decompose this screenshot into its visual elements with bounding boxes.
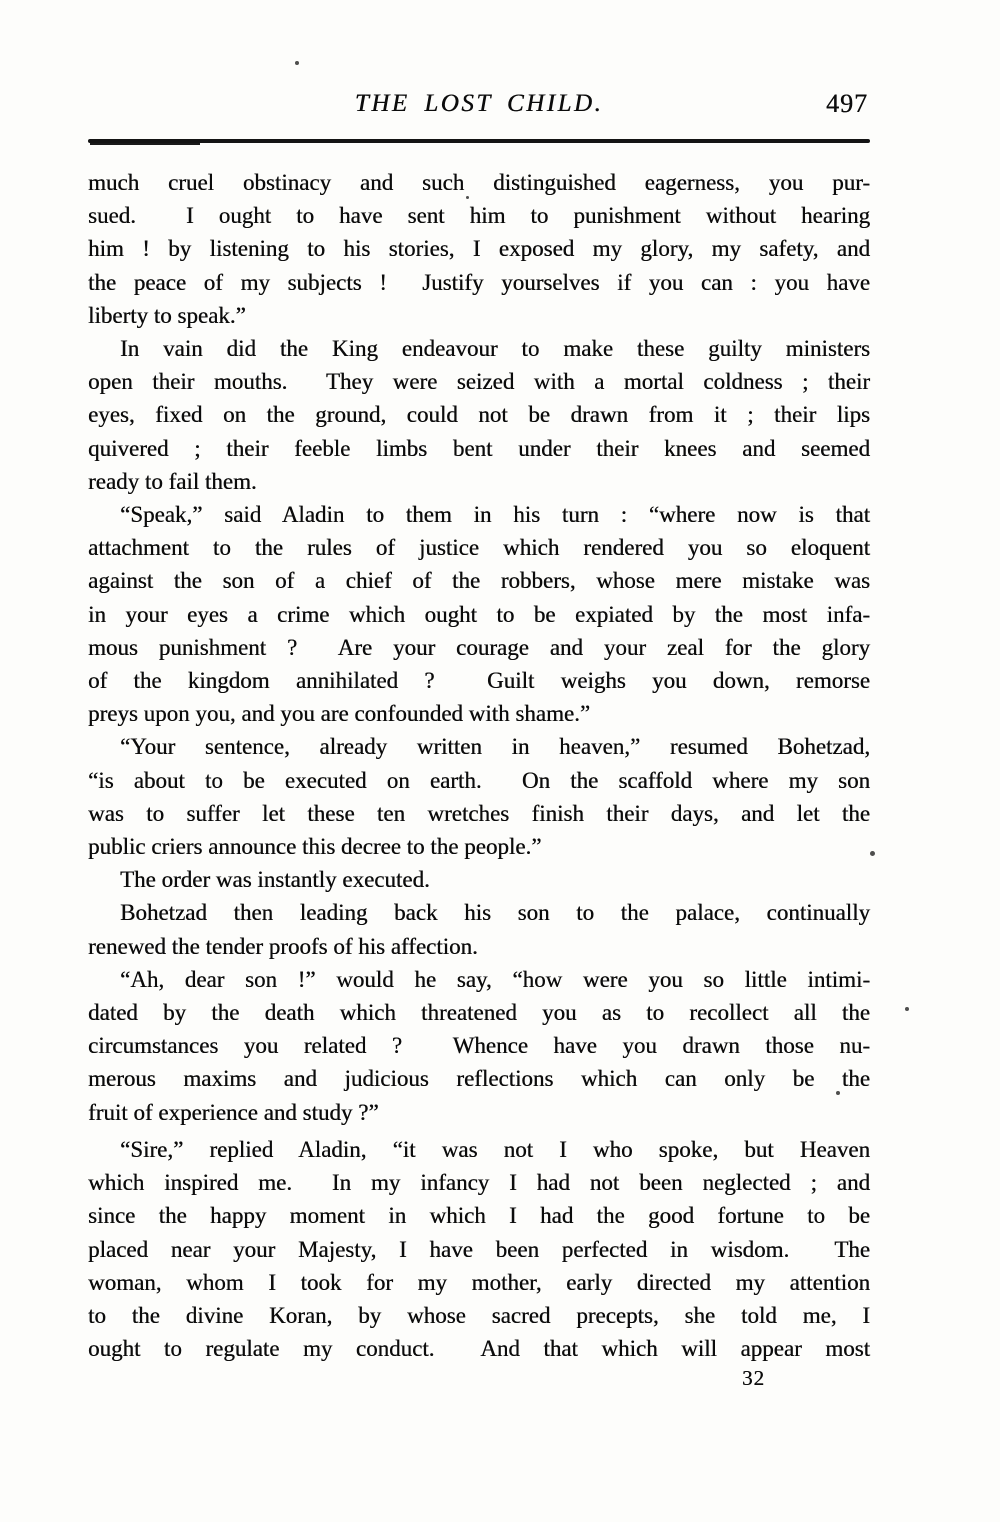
text-line: against the son of a chief of the robbers, whose mere mistake was [88,568,870,594]
text-line: “is about to be executed on earth. On the scaffold where my son [88,767,870,793]
text-line: ought to regulate my conduct. And that which will appear most [88,1336,870,1362]
text-line: attachment to the rules of justice which rendered you so eloquent [88,535,870,561]
paragraph [88,166,870,332]
text-line: renewed the tender proofs of his affection. [88,933,478,959]
text-line: placed near your Majesty, I have been perfected in wisdom. The [88,1236,870,1262]
text-line: mous punishment ? Are your courage and your zeal for the glory [88,634,870,660]
text-line: in your eyes a crime which ought to be expiated by the most infa- [88,601,870,627]
header-rule [88,139,870,143]
text-line: “Your sentence, already written in heaven,” resumed Bohetzad, [120,734,870,760]
text-line: liberty to speak.” [88,302,246,328]
scan-speck [466,196,469,199]
paragraph [88,332,870,498]
text-line: preys upon you, and you are confounded with shame.” [88,701,591,727]
paragraph [88,498,870,730]
text-line: “Sire,” replied Aladin, “it was not I who spoke, but Heaven [120,1136,870,1162]
paragraph [88,896,870,962]
paragraph [88,1133,870,1365]
text-line: of the kingdom annihilated ? Guilt weighs you down, remorse [88,668,870,694]
paragraph [88,963,870,1129]
text-line: “Ah, dear son !” would he say, “how were you so little intimi- [120,966,870,992]
text-line: The order was instantly executed. [120,867,430,893]
text-line: merous maxims and judicious reflections which can only be the [88,1066,870,1092]
text-line: which inspired me. In my infancy I had not been neglected ; and [88,1170,870,1196]
running-title: THE LOST CHILD. [354,90,604,117]
text-line: Bohetzad then leading back his son to the palace, continually [120,900,870,926]
text-line: since the happy moment in which I had the good fortune to be [88,1203,870,1229]
signature-mark: 32 [742,1366,765,1390]
page-number: 497 [826,89,868,118]
text-line: open their mouths. They were seized with a mortal coldness ; their [88,369,870,395]
page-body [88,166,870,1365]
scan-speck [295,61,299,65]
text-line: public criers announce this decree to the people.” [88,834,542,860]
paragraph [88,863,870,896]
text-line: sued. I ought to have sent him to punishment without hearing [88,203,870,229]
scan-speck [836,1091,840,1095]
text-line: him ! by listening to his stories, I exposed my glory, my safety, and [88,236,870,262]
text-line: fruit of experience and study ?” [88,1099,379,1125]
text-line: ready to fail them. [88,468,257,494]
scan-speck [870,851,875,856]
text-line: was to suffer let these ten wretches finish their days, and let the [88,800,870,826]
text-line: dated by the death which threatened you as to recollect all the [88,1000,870,1026]
text-column [88,88,870,1365]
page-header [88,88,870,120]
text-line: much cruel obstinacy and such distinguished eagerness, you pur- [88,170,870,195]
text-line: to the divine Koran, by whose sacred precepts, she told me, I [88,1302,870,1328]
text-line: In vain did the King endeavour to make these guilty ministers [120,336,870,362]
text-line: woman, whom I took for my mother, early directed my attention [88,1269,870,1295]
paragraph [88,730,870,863]
text-line: quivered ; their feeble limbs bent under their knees and seemed [88,435,870,461]
text-line: circumstances you related ? Whence have you drawn those nu- [88,1033,870,1059]
text-line: “Speak,” said Aladin to them in his turn : “where now is that [120,502,870,528]
text-line: the peace of my subjects ! Justify yourselves if you can : you have [88,269,870,295]
text-line: eyes, fixed on the ground, could not be drawn from it ; their lips [88,402,870,428]
scan-speck [905,1007,909,1011]
